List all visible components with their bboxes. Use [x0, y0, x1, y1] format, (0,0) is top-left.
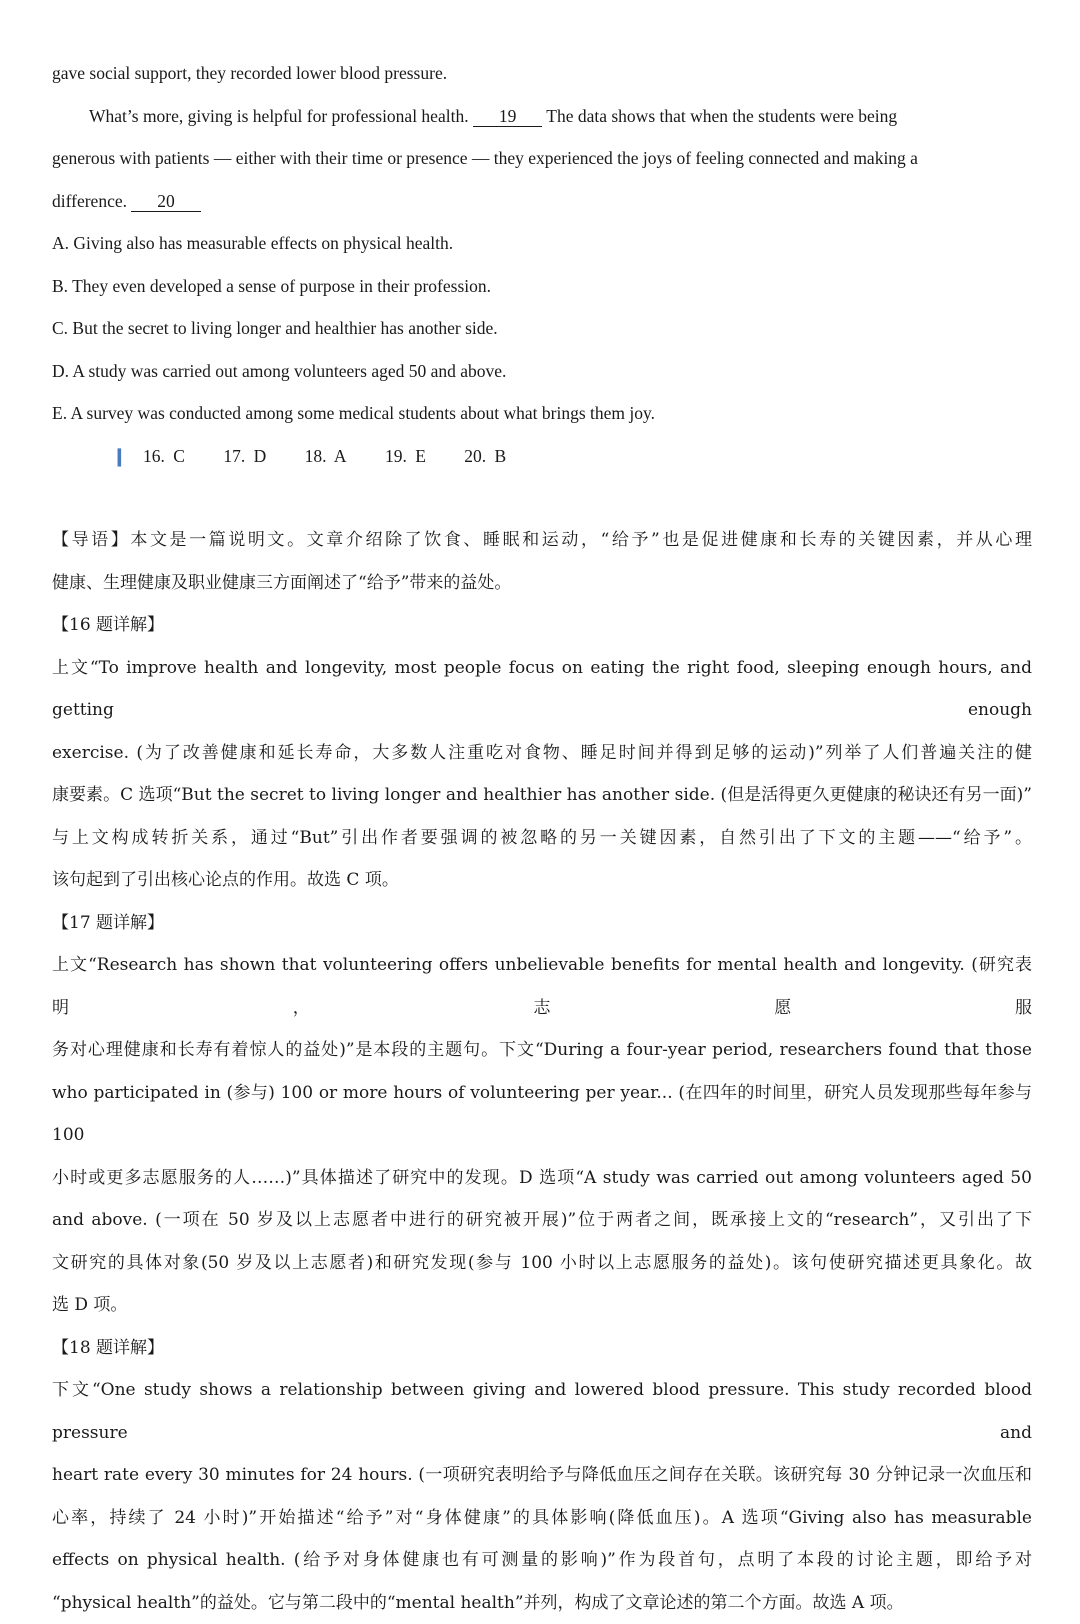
q17-line: and above. (一项在 50 岁及以上志愿者中进行的研究被开展)”位于两者之间，既承接上文的“research”，又引出了下	[52, 1199, 1032, 1242]
q16-line: 上文“To improve health and longevity, most people focus on eating the right food, sleeping enough hours, and getting enough	[52, 647, 1032, 732]
option-e: E. A survey was conducted among some medical students about what brings them joy.	[52, 392, 1032, 435]
q16-line: 该句起到了引出核心论点的作用。故选 C 项。	[52, 859, 1032, 902]
option-b: B. They even developed a sense of purpose in their profession.	[52, 265, 1032, 308]
passage-line: gave social support, they recorded lower blood pressure.	[52, 52, 1032, 95]
blank-number: 20	[155, 191, 177, 211]
passage-text: What’s more, giving is helpful for professional health.	[89, 106, 469, 126]
answer-18: 18. A	[305, 446, 347, 466]
q16-line: exercise. (为了改善健康和延长寿命，大多数人注重吃对食物、睡足时间并得到足够的运动)”列举了人们普遍关注的健	[52, 732, 1032, 775]
q17-line: 务对心理健康和长寿有着惊人的益处)”是本段的主题句。下文“During a four-year period, researchers found that those	[52, 1029, 1032, 1072]
guide-line: 健康、生理健康及职业健康三方面阐述了“给予”带来的益处。	[52, 562, 1032, 605]
answer-16: 16. C	[143, 446, 185, 466]
option-c: C. But the secret to living longer and healthier has another side.	[52, 307, 1032, 350]
document-page	[52, 52, 1032, 1624]
bookmark-icon: ❙	[112, 446, 127, 466]
q18-line: effects on physical health. (给予对身体健康也有可测量的影响)”作为段首句，点明了本段的讨论主题，即给予对	[52, 1539, 1032, 1582]
answer-17: 17. D	[223, 446, 266, 466]
answer-19: 19. E	[385, 446, 426, 466]
passage-text: The data shows that when the students were being	[546, 106, 897, 126]
option-a: A. Giving also has measurable effects on physical health.	[52, 222, 1032, 265]
q17-line: 文研究的具体对象(50 岁及以上志愿者)和研究发现(参与 100 小时以上志愿服务的益处)。该句使研究描述更具象化。故	[52, 1242, 1032, 1285]
q18-line: “physical health”的益处。它与第二段中的“mental health”并列，构成了文章论述的第二个方面。故选 A 项。	[52, 1582, 1032, 1624]
guide-line: 【导语】本文是一篇说明文。文章介绍除了饮食、睡眠和运动，“给予”也是促进健康和长寿的关键因素，并从心理	[52, 519, 1032, 562]
passage-line	[52, 180, 1032, 223]
blank-20	[131, 191, 200, 212]
q16-heading: 【16 题详解】	[52, 604, 1032, 647]
answer-20: 20. B	[464, 446, 506, 466]
q18-heading: 【18 题详解】	[52, 1327, 1032, 1370]
q17-line: 上文“Research has shown that volunteering offers unbelievable benefits for mental health and longevity. (研究表明，志愿服	[52, 944, 1032, 1029]
q17-line: 选 D 项。	[52, 1284, 1032, 1327]
blank-19	[473, 106, 542, 127]
q17-heading: 【17 题详解】	[52, 902, 1032, 945]
q16-line: 康要素。C 选项“But the secret to living longer and healthier has another side. (但是活得更久更健康的秘诀还有另一面)”	[52, 774, 1032, 817]
passage-text: difference.	[52, 191, 127, 211]
q18-line: 下文“One study shows a relationship between giving and lowered blood pressure. This study recorded blood pressure and	[52, 1369, 1032, 1454]
section-spacer	[52, 477, 1032, 519]
q17-line: 小时或更多志愿服务的人……)”具体描述了研究中的发现。D 选项“A study was carried out among volunteers aged 50	[52, 1157, 1032, 1200]
blank-number: 19	[497, 106, 519, 126]
answer-key	[52, 435, 1032, 478]
option-d: D. A study was carried out among volunteers aged 50 and above.	[52, 350, 1032, 393]
passage-paragraph-line	[52, 95, 1032, 138]
q16-line: 与上文构成转折关系，通过“But”引出作者要强调的被忽略的另一关键因素，自然引出了下文的主题——“给予”。	[52, 817, 1032, 860]
q17-line: who participated in (参与) 100 or more hours of volunteering per year... (在四年的时间里，研究人员发现那些每年参与 100	[52, 1072, 1032, 1157]
q18-line: heart rate every 30 minutes for 24 hours. (一项研究表明给予与降低血压之间存在关联。该研究每 30 分钟记录一次血压和	[52, 1454, 1032, 1497]
q18-line: 心率，持续了 24 小时)”开始描述“给予”对“身体健康”的具体影响(降低血压)。A 选项“Giving also has measurable	[52, 1497, 1032, 1540]
passage-line: generous with patients — either with their time or presence — they experienced the joys of feeling connected and making a	[52, 137, 1032, 180]
